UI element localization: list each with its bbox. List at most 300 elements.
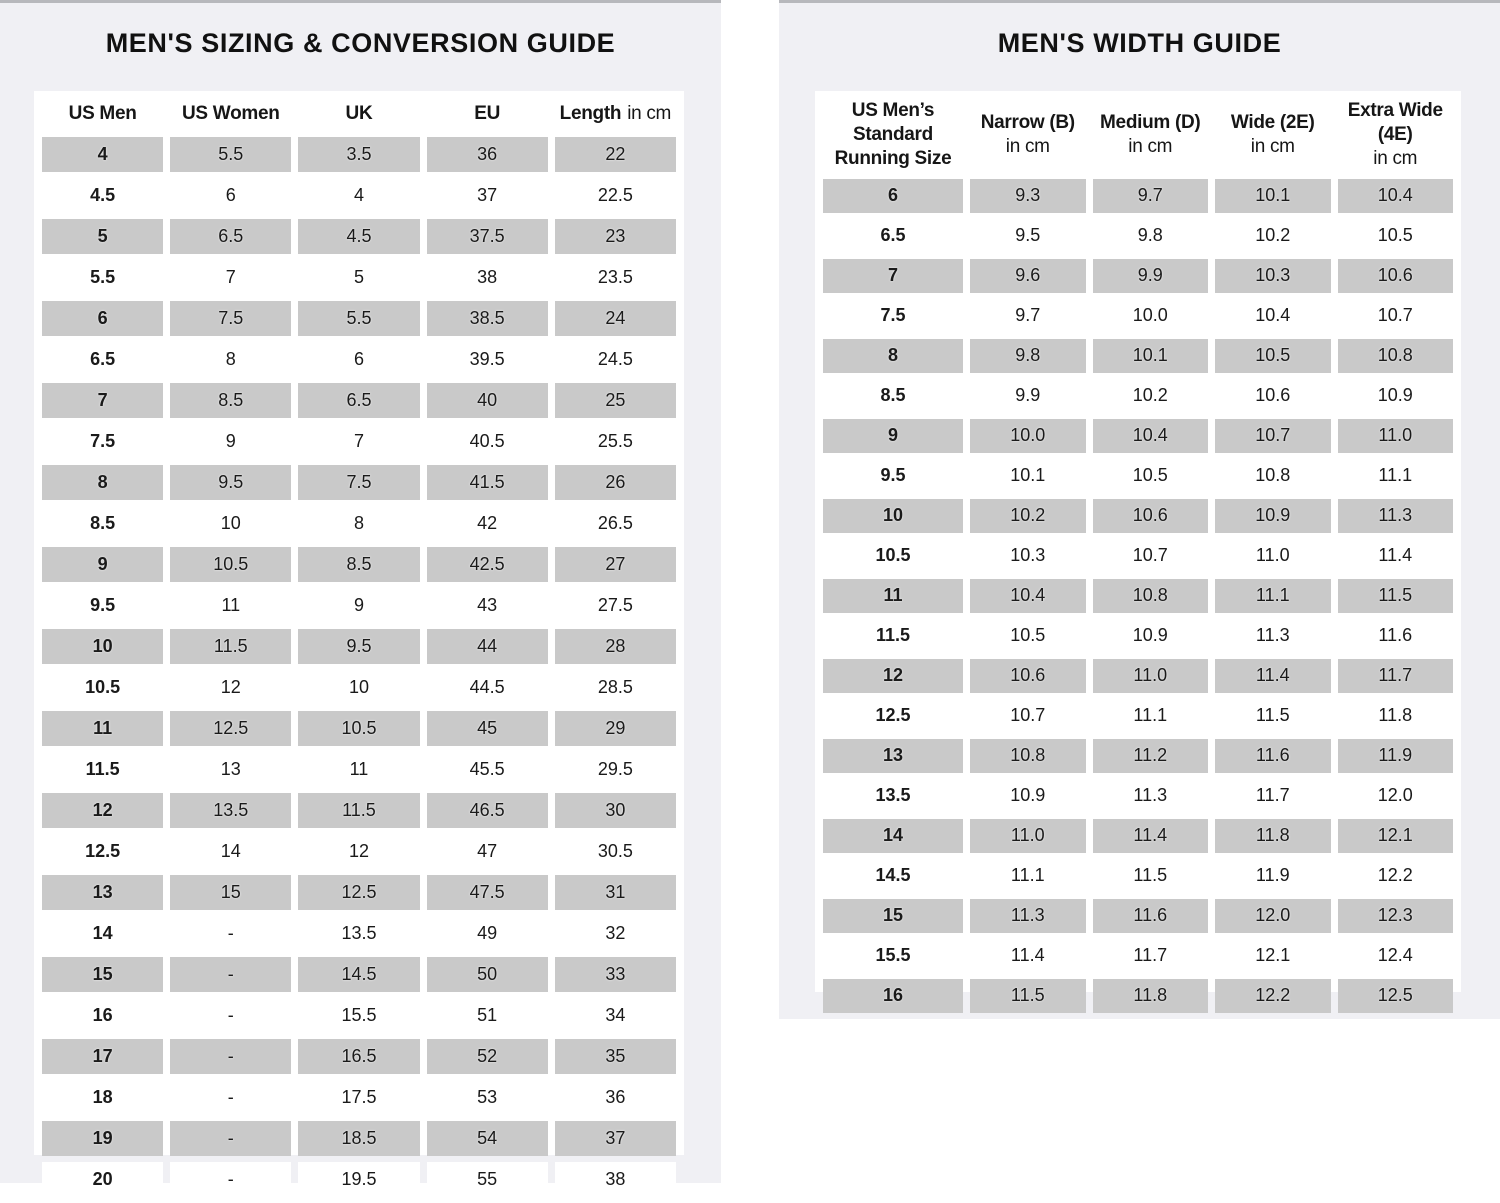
size-cell: 6.5 [298,383,419,418]
column-header-label: EU [474,103,501,125]
column-header [1338,97,1454,173]
size-cell-primary: 15 [823,899,963,933]
table-row [42,875,676,910]
mens-width-guide-panel [779,0,1500,1019]
column-header-label: Extra Wide (4E) [1347,100,1443,145]
size-cell: 28.5 [555,670,676,705]
table-row [823,659,1453,693]
size-cell: 9.7 [970,299,1086,333]
mens-sizing-guide-panel [0,0,721,1189]
table-row [42,752,676,787]
header-row [42,97,676,131]
size-cell-primary: 12 [823,659,963,693]
size-cell: 11.0 [970,819,1086,853]
table-row [823,819,1453,853]
size-cell: 29 [555,711,676,746]
width-guide-title: MEN'S WIDTH GUIDE [997,28,1282,58]
size-cell: 12 [298,834,419,869]
table-row [42,998,676,1033]
size-cell: 10.0 [1093,299,1209,333]
size-cell-primary: 15.5 [823,939,963,973]
size-cell: 11.1 [1093,699,1209,733]
size-cell: 11.4 [1338,539,1454,573]
size-cell: 10.7 [970,699,1086,733]
size-cell-primary: 4 [42,137,163,172]
size-cell: 9.8 [970,339,1086,373]
size-cell: 52 [427,1039,548,1074]
size-cell: 5.5 [298,301,419,336]
table-row [42,465,676,500]
size-cell: 11.9 [1338,739,1454,773]
table-row [823,179,1453,213]
column-header-label: Medium (D) [1100,111,1201,133]
size-cell: 11.7 [1215,779,1331,813]
size-cell: - [170,998,291,1033]
size-cell: 13.5 [170,793,291,828]
size-cell: 30.5 [555,834,676,869]
size-cell-primary: 9.5 [42,588,163,623]
size-cell: 10.1 [1215,179,1331,213]
column-header [970,97,1086,173]
size-cell: 11.4 [1093,819,1209,853]
size-cell: 10.2 [970,499,1086,533]
table-row [42,1162,676,1197]
size-cell: 16.5 [298,1039,419,1074]
size-cell: 31 [555,875,676,910]
size-cell: 10.2 [1093,379,1209,413]
column-header-unit: in cm [627,103,672,125]
size-cell: 33 [555,957,676,992]
size-cell: 10 [170,506,291,541]
table-row [823,939,1453,973]
size-cell: 11.5 [1338,579,1454,613]
size-cell: 12.2 [1215,979,1331,1013]
size-cell: 39.5 [427,342,548,377]
size-cell: 5 [298,260,419,295]
size-cell: 40.5 [427,424,548,459]
table-row [823,579,1453,613]
size-cell: 11.8 [1093,979,1209,1013]
table-row [823,779,1453,813]
size-cell: 12 [170,670,291,705]
size-cell-primary: 10.5 [823,539,963,573]
size-cell: 11.6 [1338,619,1454,653]
column-header-unit: in cm [1128,135,1173,157]
size-cell: 7 [170,260,291,295]
size-cell: 3.5 [298,137,419,172]
size-cell: 8.5 [170,383,291,418]
size-cell-primary: 5.5 [42,260,163,295]
size-cell: 10.8 [1215,459,1331,493]
size-cell-primary: 7.5 [823,299,963,333]
size-cell-primary: 11.5 [823,619,963,653]
size-cell: 12.0 [1338,779,1454,813]
size-cell: 11.7 [1338,659,1454,693]
column-header-label: Wide (2E) [1230,111,1315,133]
size-cell: 23.5 [555,260,676,295]
table-row [42,916,676,951]
size-cell: 37 [427,178,548,213]
size-cell: 15.5 [298,998,419,1033]
size-cell-primary: 18 [42,1080,163,1115]
size-cell-primary: 12 [42,793,163,828]
table-row [42,834,676,869]
table-row [823,499,1453,533]
size-cell: 12.5 [1338,979,1454,1013]
size-cell: 28 [555,629,676,664]
size-cell: 11.5 [170,629,291,664]
size-cell: 10.8 [1093,579,1209,613]
size-cell: 10.6 [1093,499,1209,533]
size-cell-primary: 16 [823,979,963,1013]
column-header-unit: in cm [1005,135,1050,157]
size-cell: 17.5 [298,1080,419,1115]
size-cell: 9.7 [1093,179,1209,213]
size-cell: 14 [170,834,291,869]
table-row [823,219,1453,253]
sizing-conversion-table [35,91,683,1203]
table-row [42,506,676,541]
size-cell-primary: 5 [42,219,163,254]
table-row [823,459,1453,493]
size-cell: 41.5 [427,465,548,500]
size-cell: 24.5 [555,342,676,377]
size-cell: 42.5 [427,547,548,582]
table-row [823,259,1453,293]
size-cell: 5.5 [170,137,291,172]
size-cell: 10.5 [1338,219,1454,253]
column-header-label: UK [345,103,373,125]
size-cell: 11.5 [1215,699,1331,733]
size-cell: 10.6 [970,659,1086,693]
size-cell: 11.8 [1215,819,1331,853]
size-cell: 29.5 [555,752,676,787]
size-cell: 9 [298,588,419,623]
size-cell: 11.5 [1093,859,1209,893]
column-header [823,97,963,173]
width-guide-table [816,91,1460,1019]
size-cell: 8.5 [298,547,419,582]
size-cell: 42 [427,506,548,541]
table-row [42,793,676,828]
size-cell: 10.8 [970,739,1086,773]
size-cell-primary: 12.5 [823,699,963,733]
size-cell-primary: 13 [823,739,963,773]
size-cell: 36 [555,1080,676,1115]
size-cell: 26 [555,465,676,500]
table-row [823,419,1453,453]
size-cell-primary: 8.5 [42,506,163,541]
table-row [42,588,676,623]
size-cell: 11.2 [1093,739,1209,773]
table-row [42,178,676,213]
size-cell: 49 [427,916,548,951]
size-cell: 9.3 [970,179,1086,213]
size-cell: 53 [427,1080,548,1115]
size-cell: 10.4 [1093,419,1209,453]
size-cell: 19.5 [298,1162,419,1197]
size-cell: 11.1 [1338,459,1454,493]
size-cell: 13.5 [298,916,419,951]
size-cell: 25.5 [555,424,676,459]
size-cell: 12.5 [298,875,419,910]
column-header-unit: in cm [1250,135,1295,157]
size-cell: 47 [427,834,548,869]
size-cell-primary: 7.5 [42,424,163,459]
size-cell-primary: 6.5 [42,342,163,377]
size-cell: 27.5 [555,588,676,623]
size-cell: 10.7 [1215,419,1331,453]
size-cell: 11.3 [1338,499,1454,533]
size-cell: 23 [555,219,676,254]
size-cell: 38 [555,1162,676,1197]
size-cell: 26.5 [555,506,676,541]
size-cell: 10.1 [970,459,1086,493]
table-row [823,699,1453,733]
size-cell-primary: 11.5 [42,752,163,787]
size-cell: 12.1 [1215,939,1331,973]
size-cell: 10.6 [1215,379,1331,413]
size-cell-primary: 14 [42,916,163,951]
size-cell: - [170,1162,291,1197]
table-row [823,739,1453,773]
size-cell: 11.3 [970,899,1086,933]
size-cell: 10.5 [298,711,419,746]
column-header [298,97,419,131]
size-cell: 11.6 [1093,899,1209,933]
size-cell: 9.5 [170,465,291,500]
size-cell: 22.5 [555,178,676,213]
size-cell: 38.5 [427,301,548,336]
size-cell: 55 [427,1162,548,1197]
table-row [42,711,676,746]
size-cell: 10.2 [1215,219,1331,253]
size-cell: 10.4 [1215,299,1331,333]
sizing-guide-title: MEN'S SIZING & CONVERSION GUIDE [105,28,616,58]
table-row [42,670,676,705]
size-cell: 45.5 [427,752,548,787]
size-cell-primary: 9 [42,547,163,582]
size-cell-primary: 8 [823,339,963,373]
size-cell: 24 [555,301,676,336]
column-header [427,97,548,131]
size-cell: 54 [427,1121,548,1156]
size-cell: 44.5 [427,670,548,705]
table-row [42,260,676,295]
size-cell-primary: 13 [42,875,163,910]
size-cell: 10.1 [1093,339,1209,373]
size-cell: 10 [298,670,419,705]
size-cell-primary: 19 [42,1121,163,1156]
size-cell-primary: 11 [823,579,963,613]
column-header-unit: in cm [1373,147,1418,169]
table-row [42,424,676,459]
size-cell: 7.5 [170,301,291,336]
size-cell: 32 [555,916,676,951]
size-cell-primary: 13.5 [823,779,963,813]
size-cell: 40 [427,383,548,418]
size-cell-primary: 7 [42,383,163,418]
size-cell: 12.0 [1215,899,1331,933]
size-cell: 12.2 [1338,859,1454,893]
table-row [42,1080,676,1115]
size-cell-primary: 10 [42,629,163,664]
size-cell: 12.5 [170,711,291,746]
size-cell: 10.9 [970,779,1086,813]
table-row [42,547,676,582]
size-cell: 10.5 [170,547,291,582]
table-row [823,379,1453,413]
size-cell: 14.5 [298,957,419,992]
size-cell-primary: 16 [42,998,163,1033]
column-header [1093,97,1209,173]
size-cell: 10.8 [1338,339,1454,373]
size-cell: 10.3 [1215,259,1331,293]
size-cell: 10.4 [970,579,1086,613]
size-cell: 4.5 [298,219,419,254]
size-cell-primary: 14 [823,819,963,853]
size-cell-primary: 8.5 [823,379,963,413]
size-cell: 6.5 [170,219,291,254]
size-cell-primary: 10 [823,499,963,533]
size-cell: 11.8 [1338,699,1454,733]
size-cell: 10.7 [1093,539,1209,573]
size-cell: 9.9 [1093,259,1209,293]
size-cell: 11.4 [1215,659,1331,693]
size-cell: 11.1 [1215,579,1331,613]
size-cell: 9 [170,424,291,459]
size-cell: 34 [555,998,676,1033]
size-cell: 11.0 [1215,539,1331,573]
size-cell-primary: 6 [42,301,163,336]
size-cell: 11.4 [970,939,1086,973]
size-cell: 7.5 [298,465,419,500]
size-cell: 10.3 [970,539,1086,573]
size-cell-primary: 12.5 [42,834,163,869]
size-cell: 11 [298,752,419,787]
size-cell: - [170,1121,291,1156]
column-header-label: US Women [182,103,280,125]
size-cell: 10.7 [1338,299,1454,333]
size-cell-primary: 9.5 [823,459,963,493]
size-cell: 46.5 [427,793,548,828]
size-cell: 45 [427,711,548,746]
size-cell: 9.9 [970,379,1086,413]
size-cell: 25 [555,383,676,418]
size-cell: 8 [298,506,419,541]
size-cell: 7 [298,424,419,459]
size-cell: 8 [170,342,291,377]
size-cell: 27 [555,547,676,582]
size-cell-primary: 17 [42,1039,163,1074]
size-cell: 11.3 [1093,779,1209,813]
size-cell: 10.5 [970,619,1086,653]
table-row [823,859,1453,893]
column-header-label: Length [559,103,622,125]
size-cell: 11.7 [1093,939,1209,973]
size-cell-primary: 6 [823,179,963,213]
size-cell-primary: 6.5 [823,219,963,253]
size-cell: 11 [170,588,291,623]
column-header [170,97,291,131]
size-cell: 10.5 [1093,459,1209,493]
size-cell: 37.5 [427,219,548,254]
table-row [42,629,676,664]
table-row [42,383,676,418]
column-header [555,97,676,131]
table-row [823,899,1453,933]
table-row [823,619,1453,653]
sizing-guide-card [34,91,684,1189]
size-cell: 44 [427,629,548,664]
size-cell: 10.0 [970,419,1086,453]
size-cell: 10.6 [1338,259,1454,293]
table-row [42,219,676,254]
size-cell: - [170,1080,291,1115]
size-cell: 35 [555,1039,676,1074]
size-cell: 12.4 [1338,939,1454,973]
column-header [1215,97,1331,173]
size-cell: 36 [427,137,548,172]
size-cell: 10.4 [1338,179,1454,213]
size-cell: 11.1 [970,859,1086,893]
size-cell: 11.6 [1215,739,1331,773]
size-cell: - [170,1039,291,1074]
size-cell: 47.5 [427,875,548,910]
size-cell: 10.9 [1338,379,1454,413]
size-cell: 9.6 [970,259,1086,293]
size-cell: 50 [427,957,548,992]
size-cell: 10.9 [1093,619,1209,653]
table-row [42,342,676,377]
column-header-label: Narrow (B) [980,111,1075,133]
size-cell: 11.5 [298,793,419,828]
size-cell: 22 [555,137,676,172]
table-row [42,1039,676,1074]
size-cell-primary: 9 [823,419,963,453]
size-cell-primary: 4.5 [42,178,163,213]
size-cell-primary: 14.5 [823,859,963,893]
size-cell: 30 [555,793,676,828]
table-row [823,339,1453,373]
size-cell-primary: 10.5 [42,670,163,705]
size-cell: 12.1 [1338,819,1454,853]
size-cell: 13 [170,752,291,787]
size-cell: 11.5 [970,979,1086,1013]
table-row [42,301,676,336]
table-row [42,137,676,172]
size-cell: 11.9 [1215,859,1331,893]
width-guide-card [815,91,1461,1006]
table-row [823,979,1453,1013]
column-header-label: US Men’s Standard Running Size [834,100,952,169]
size-cell: 9.5 [298,629,419,664]
table-row [823,299,1453,333]
size-cell-primary: 7 [823,259,963,293]
table-row [42,1121,676,1156]
size-cell: 11.3 [1215,619,1331,653]
size-cell-primary: 8 [42,465,163,500]
size-cell: 6 [298,342,419,377]
size-cell: 12.3 [1338,899,1454,933]
size-cell: 43 [427,588,548,623]
size-cell: 11.0 [1338,419,1454,453]
size-cell: - [170,916,291,951]
size-cell: 6 [170,178,291,213]
size-cell: 9.5 [970,219,1086,253]
size-cell: 18.5 [298,1121,419,1156]
size-cell: 38 [427,260,548,295]
